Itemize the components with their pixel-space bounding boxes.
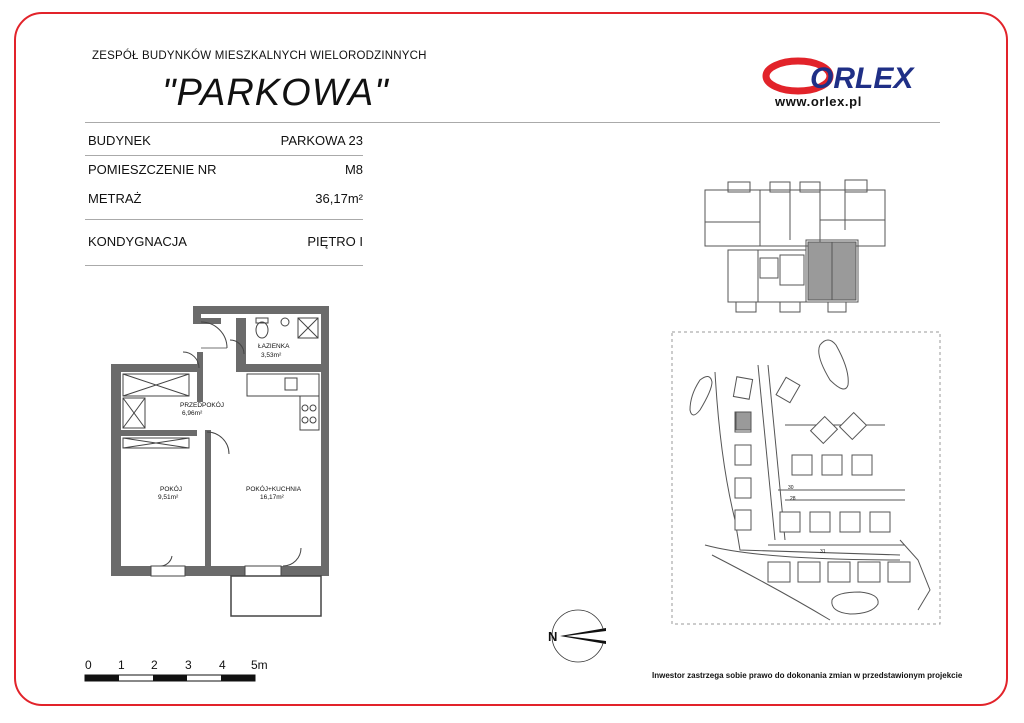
info-divider [85,265,363,266]
info-label: BUDYNEK [88,133,151,148]
scale-tick-label: 4 [219,658,226,672]
scale-tick-label: 3 [185,658,192,672]
info-label: METRAŻ [88,191,142,206]
info-value: PIĘTRO I [307,234,363,249]
info-label: KONDYGNACJA [88,234,187,249]
parking-label: 30 [788,485,794,491]
info-divider [85,155,363,156]
info-divider [85,219,363,220]
logo-text: ORLEX [810,62,914,95]
info-value: M8 [344,162,363,177]
room-area: 16,17m² [260,494,284,501]
room-name: PRZEDPOKÓJ [180,402,225,409]
disclaimer: Inwestor zastrzega sobie prawo do dokonania zmian w przedstawionym projekcie [652,671,963,680]
room-area: 9,51m² [158,494,179,501]
room-area: 3,53m² [261,352,282,359]
header-rule [85,122,940,123]
scale-tick-label: 5m [251,658,268,672]
website-url: www.orlex.pl [775,94,862,109]
parking-label: 31 [820,549,826,555]
room-name: POKÓJ+KUCHNIA [246,486,302,493]
project-title: "PARKOWA" [162,72,389,114]
scale-tick-label: 2 [151,658,158,672]
scale-bar [85,658,275,688]
page-frame [14,12,1008,706]
room-name: ŁAZIENKA [258,343,290,350]
project-subtitle: ZESPÓŁ BUDYNKÓW MIESZKALNYCH WIELORODZINNYCH [92,50,427,62]
room-area: 6,96m² [182,410,203,417]
info-value: 36,17m² [315,191,363,206]
info-label: POMIESZCZENIE NR [88,162,217,177]
scale-tick-label: 0 [85,658,92,672]
info-value: PARKOWA 23 [280,133,363,148]
compass-label: N [548,629,558,644]
room-name: POKÓJ [160,486,183,493]
parking-label: 28 [790,496,796,502]
scale-tick-label: 1 [118,658,125,672]
